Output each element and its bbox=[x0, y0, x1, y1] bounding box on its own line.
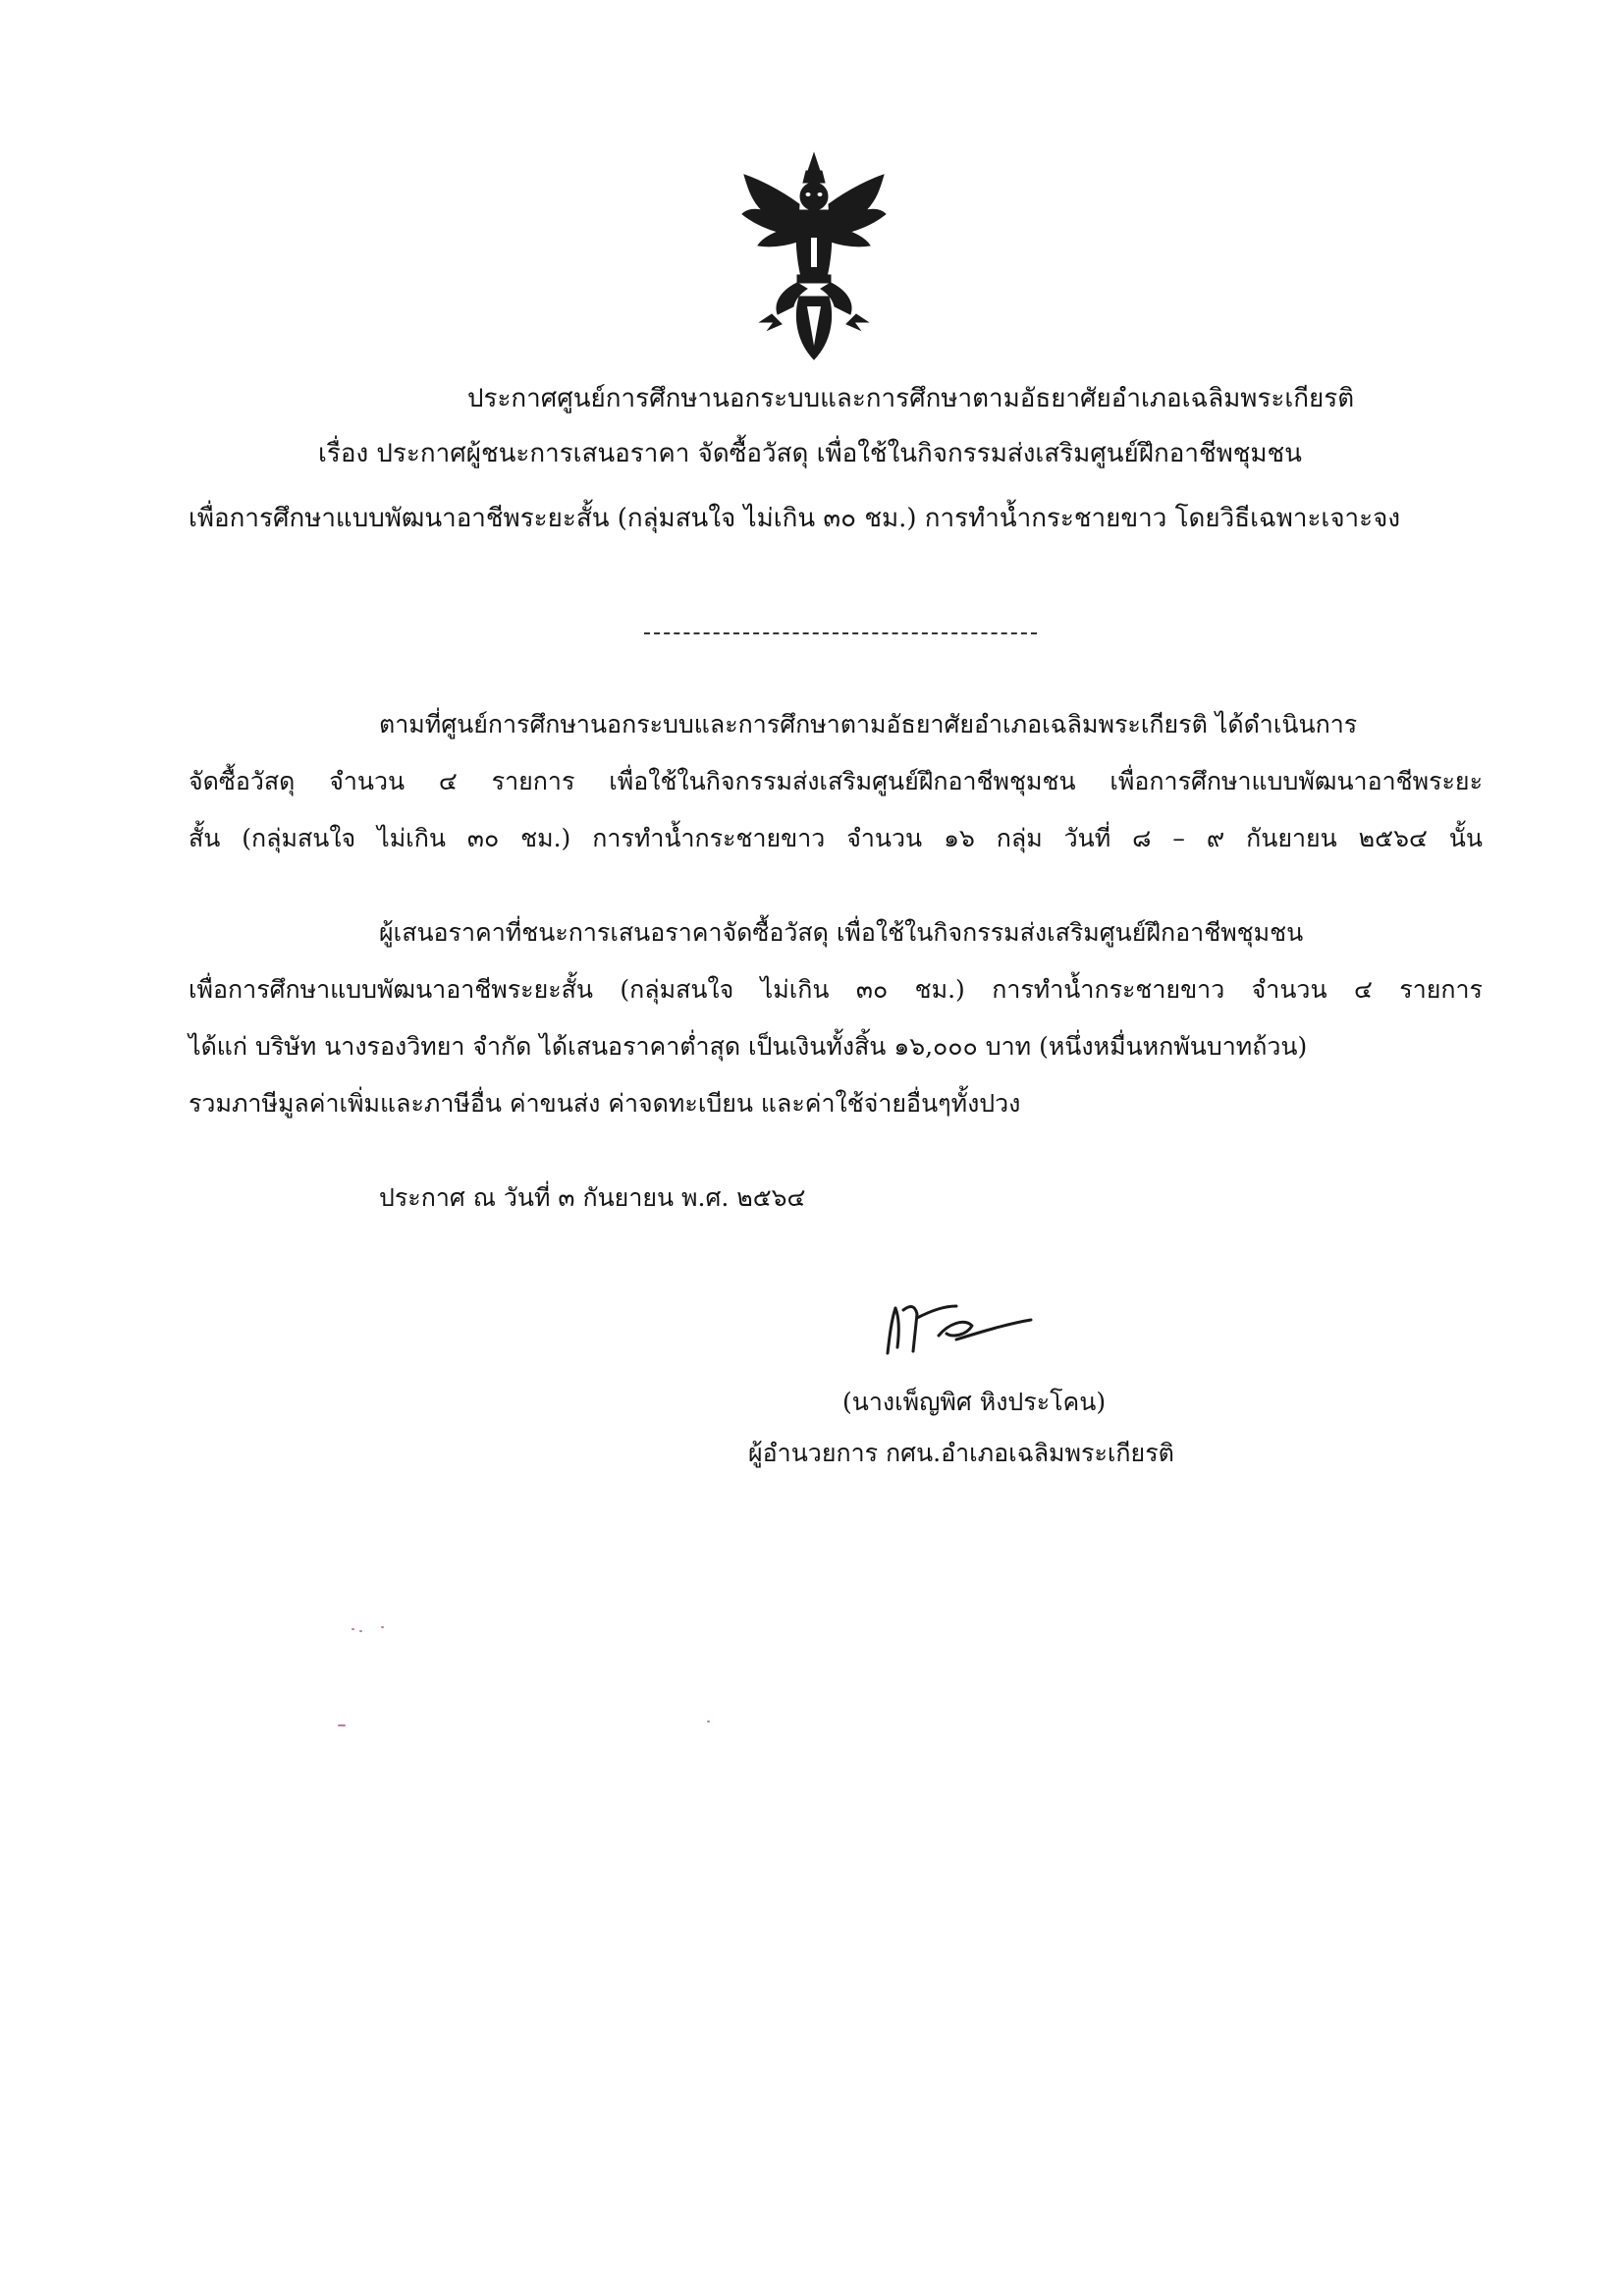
announce-date: ประกาศ ณ วันที่ ๓ กันยายน พ.ศ. ๒๕๖๔ bbox=[379, 1183, 806, 1212]
document-subject-continued: เพื่อการศึกษาแบบพัฒนาอาชีพระยะสั้น (กลุ่มสนใจ ไม่เกิน ๓๐ ชม.) การทำน้ำกระชายขาว โดยวิธีเฉพาะเจาะจง bbox=[189, 504, 1401, 533]
document-title: ประกาศศูนย์การศึกษานอกระบบและการศึกษาตามอัธยาศัยอำเภอเฉลิมพระเกียรติ bbox=[467, 384, 1355, 413]
paragraph-2-line-3: ได้แก่ บริษัท นางรองวิทยา จำกัด ได้เสนอราคาต่ำสุด เป็นเงินทั้งสิ้น ๑๖,๐๐๐ บาท (หนึ่งหมื่นหกพันบาทถ้วน) bbox=[189, 1032, 1308, 1061]
scan-speck bbox=[352, 1628, 354, 1630]
paragraph-1-line-3: สั้น (กลุ่มสนใจ ไม่เกิน ๓๐ ชม.) การทำน้ำกระชายขาว จำนวน ๑๖ กลุ่ม วันที่ ๘ – ๙ กันยายน ๒๕๖๔ นั้น bbox=[189, 824, 1483, 852]
signer-name: (นางเพ็ญพิศ หิงประโคน) bbox=[842, 1388, 1107, 1416]
signer-position: ผู้อำนวยการ กศน.อำเภอเฉลิมพระเกียรติ bbox=[748, 1439, 1174, 1467]
paragraph-2-line-2: เพื่อการศึกษาแบบพัฒนาอาชีพระยะสั้น (กลุ่มสนใจ ไม่เกิน ๓๐ ชม.) การทำน้ำกระชายขาว จำนวน ๔ รายการ bbox=[189, 975, 1483, 1004]
scan-speck bbox=[707, 1721, 710, 1722]
paragraph-1-line-2: จัดซื้อวัสดุ จำนวน ๔ รายการ เพื่อใช้ในกิจกรรมส่งเสริมศูนย์ฝึกอาชีพชุมชน เพื่อการศึกษาแบบพัฒนาอาชีพระยะ bbox=[189, 767, 1483, 795]
paragraph-1-line-1: ตามที่ศูนย์การศึกษานอกระบบและการศึกษาตามอัธยาศัยอำเภอเฉลิมพระเกียรติ ได้ดำเนินการ bbox=[379, 710, 1358, 738]
paragraph-2-line-4: รวมภาษีมูลค่าเพิ่มและภาษีอื่น ค่าขนส่ง ค่าจดทะเบียน และค่าใช้จ่ายอื่นๆทั้งปวง bbox=[189, 1089, 1021, 1118]
header-divider bbox=[644, 632, 1037, 634]
scan-speck bbox=[338, 1724, 346, 1726]
scan-speck bbox=[359, 1630, 362, 1632]
paragraph-2-line-1: ผู้เสนอราคาที่ชนะการเสนอราคาจัดซื้อวัสดุ เพื่อใช้ในกิจกรรมส่งเสริมศูนย์ฝึกอาชีพชุมชน bbox=[379, 918, 1304, 947]
garuda-emblem-icon bbox=[738, 149, 890, 363]
scan-speck bbox=[381, 1626, 384, 1628]
document-subject: เรื่อง ประกาศผู้ชนะการเสนอราคา จัดซื้อวัสดุ เพื่อใช้ในกิจกรรมส่งเสริมศูนย์ฝึกอาชีพชุมชน bbox=[318, 439, 1302, 468]
handwritten-signature-icon bbox=[874, 1296, 1041, 1365]
